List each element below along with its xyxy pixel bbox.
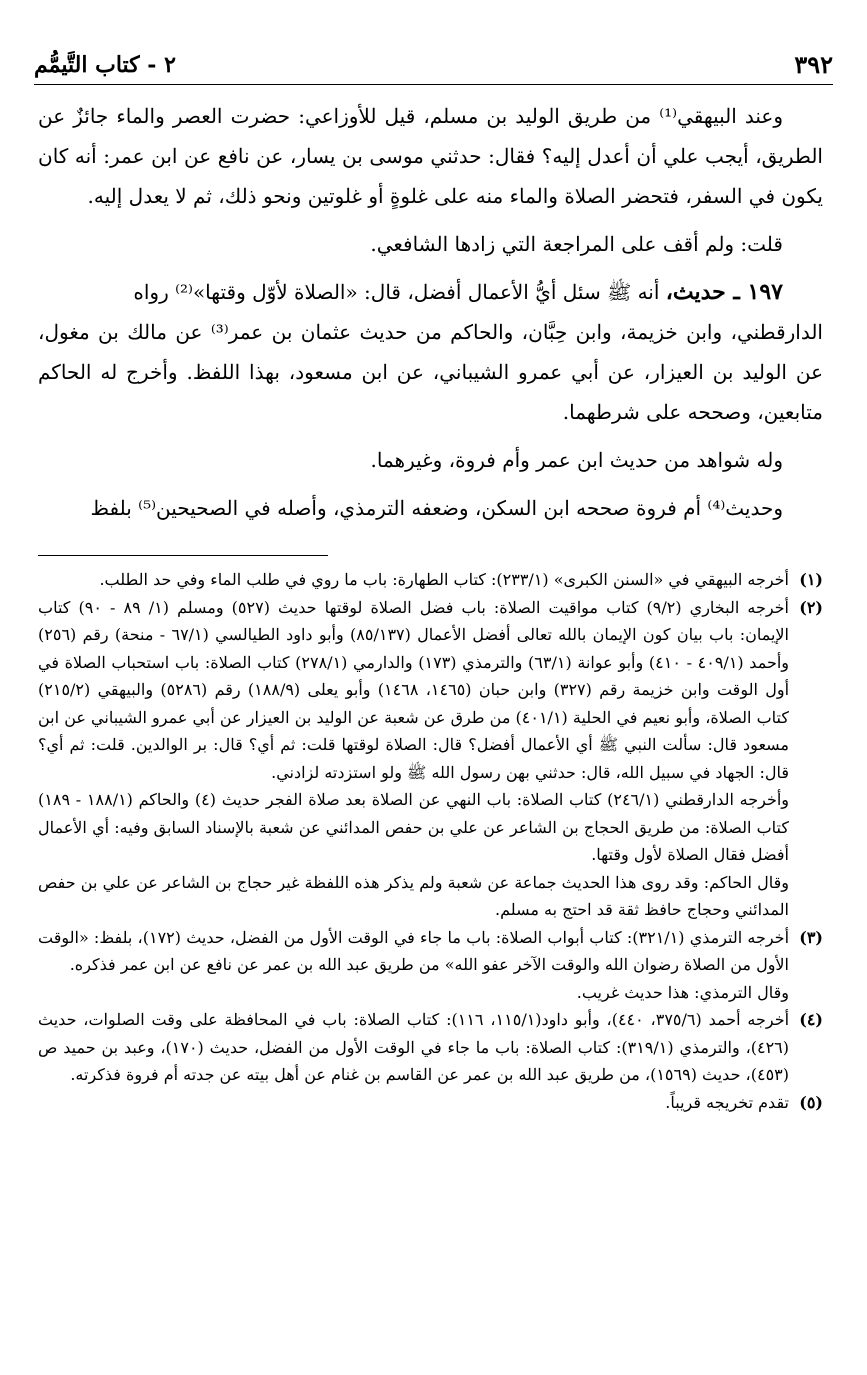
footnote-number: (٣) — [799, 927, 823, 947]
paragraph-umm-farwa: وحديث⁽⁴⁾ أم فروة صححه ابن السكن، وضعفه الترمذي، وأصله في الصحيحين⁽⁵⁾ بلفظ — [90, 496, 783, 520]
hadith-heading — [38, 272, 823, 312]
footnote-4 — [38, 1006, 823, 1089]
footnote-text: وقال الحاكم: وقد روى هذا الحديث جماعة عن شعبة ولم يذكر هذه اللفظة غير حجاج بن الشاعر عن علي بن حفص المدائني وحجاج حافظ ثقة قد احتج به مسلم. — [38, 872, 790, 919]
footnote-3 — [38, 924, 823, 1007]
paragraph-bayhaqi: وعند البيهقي⁽¹⁾ من طريق الوليد بن مسلم، قيل للأوزاعي: حضرت العصر والماء جائزٌ عن الطريق، أيجب علي أن أعدل إليه؟ فقال: حدثني موسى بن يسار، عن نافع عن ابن عمر: أنه كان يكون في السفر، فتحضر الصلاة والماء منه على غلوةٍ أو غلوتين ونحو ذلك، ثم لا يعدل إليه. — [38, 104, 823, 208]
paragraph-takhrij: الدارقطني، وابن خزيمة، وابن حِبَّان، والحاكم من حديث عثمان بن عمر⁽³⁾ عن مالك بن مغول، عن الوليد بن العيزار، عن أبي عمرو الشيباني، عن ابن مسعود، بهذا اللفظ. وأخرج له الحاكم متابعين، وصححه على شرطهما. — [38, 320, 823, 424]
paragraph-note: قلت: ولم أقف على المراجعة التي زادها الشافعي. — [370, 232, 783, 256]
main-text — [38, 96, 823, 528]
page-number: ٣٩٢ — [794, 50, 833, 79]
footnote-separator — [38, 555, 328, 556]
paragraph-shawahid: وله شواهد من حديث ابن عمر وأم فروة، وغيرهما. — [370, 448, 783, 472]
footnote-text: تقدم تخريجه قريباً. — [665, 1092, 789, 1112]
footnote-number: (٥) — [799, 1092, 823, 1112]
footnote-5 — [38, 1089, 823, 1117]
footnote-text: وقال الترمذي: هذا حديث غريب. — [576, 982, 789, 1002]
footnote-text: أخرجه البخاري (٩/٢) كتاب مواقيت الصلاة: باب فضل الصلاة لوقتها حديث (٥٢٧) ومسلم (١/ ٨٩ - ٩٠) كتاب الإيمان: باب بيان كون الإيمان بالله تعالى أفضل الأعمال (٨٥/١٣٧) وأبو داود الطيالسي (٦٧/١ - منحة) رقم (٢٥٦) وأحمد (٤٠٩/١ - ٤١٠) وأبو عوانة (٦٣/١) والترمذي (١٧٣) والدارمي (٢٧٨/١) كتاب الصلاة: باب استحباب الصلاة في أول الوقت وابن خزيمة رقم (٣٢٧) وابن حبان (١٤٦٥، ١٤٦٨) وأبو يعلى (١٨٨/٩) رقم (٥٢٨٦) والبيهقي (٢١٥/٢) كتاب الصلاة، وأبو نعيم في الحلية (٤٠١/١) من طرق عن شعبة عن الوليد بن العيزار عن أبي عمرو الشيباني عن ابن مسعود قال: سألت النبي ﷺ أي الأعمال أفضل؟ قال: الصلاة لوقتها قلت: ثم أي؟ قال: بر الوالدين. قلت: ثم أي؟ قال: الجهاد في سبيل الله، قال: حدثني بهن رسول الله ﷺ ولو استزدته لزادني. — [38, 597, 790, 782]
footnotes — [38, 566, 823, 1116]
footnote-number: (١) — [799, 570, 823, 589]
footnote-text: وأخرجه الدارقطني (٢٤٦/١) كتاب الصلاة: باب النهي عن الصلاة بعد صلاة الفجر حديث (٤) والحاكم (١٨٨/١ - ١٨٩) كتاب الصلاة: من طريق الحجاج بن الشاعر عن علي بن حفص المدائني عن شعبة بالإسناد السابق وفيه: أي الأعمال أفضل فقال الصلاة لأول وقتها. — [38, 790, 790, 864]
footnote-1 — [38, 566, 823, 594]
footnote-2 — [38, 594, 823, 924]
footnote-number: (٤) — [799, 1010, 823, 1029]
hadith-number: ١٩٧ ـ حديث، — [665, 279, 783, 305]
footnote-text: أخرجه الترمذي (٣٢١/١): كتاب أبواب الصلاة: باب ما جاء في الوقت الأول من الفضل، حديث (١٧٢)، بلفظ: «الوقت الأول من الصلاة رضوان الله والوقت الآخر عفو الله» من طريق عبد الله بن عمر عن نافع عن ابن عمر فذكره. — [38, 927, 790, 974]
footnote-text: أخرجه أحمد (٣٧٥/٦، ٤٤٠)، وأبو داود(١١٥/١، ١١٦): كتاب الصلاة: باب في المحافظة على وقت الصلوات، حديث (٤٢٦)، والترمذي (٣١٩/١): كتاب الصلاة: باب ما جاء في الوقت الأول من الفضل، حديث (١٧٠)، وعبد بن حميد ص (٤٥٣)، حديث (١٥٦٩)، من طريق عبد الله بن عمر عن القاسم بن غنام عن أهل بيته عن جدته أم فروة فذكرته. — [38, 1010, 790, 1084]
page-header — [34, 50, 833, 85]
footnote-number: (٢) — [799, 597, 823, 617]
running-head: ٢ - كتاب التَّيمُّم — [34, 52, 176, 78]
footnote-text: أخرجه البيهقي في «السنن الكبرى» (٢٣٣/١): كتاب الطهارة: باب ما روي في طلب الماء وفي حد الطلب. — [99, 570, 789, 589]
hadith-text: أنه ﷺ سئل أيُّ الأعمال أفضل، قال: «الصلاة لأوّل وقتها»⁽²⁾ رواه — [133, 280, 666, 304]
